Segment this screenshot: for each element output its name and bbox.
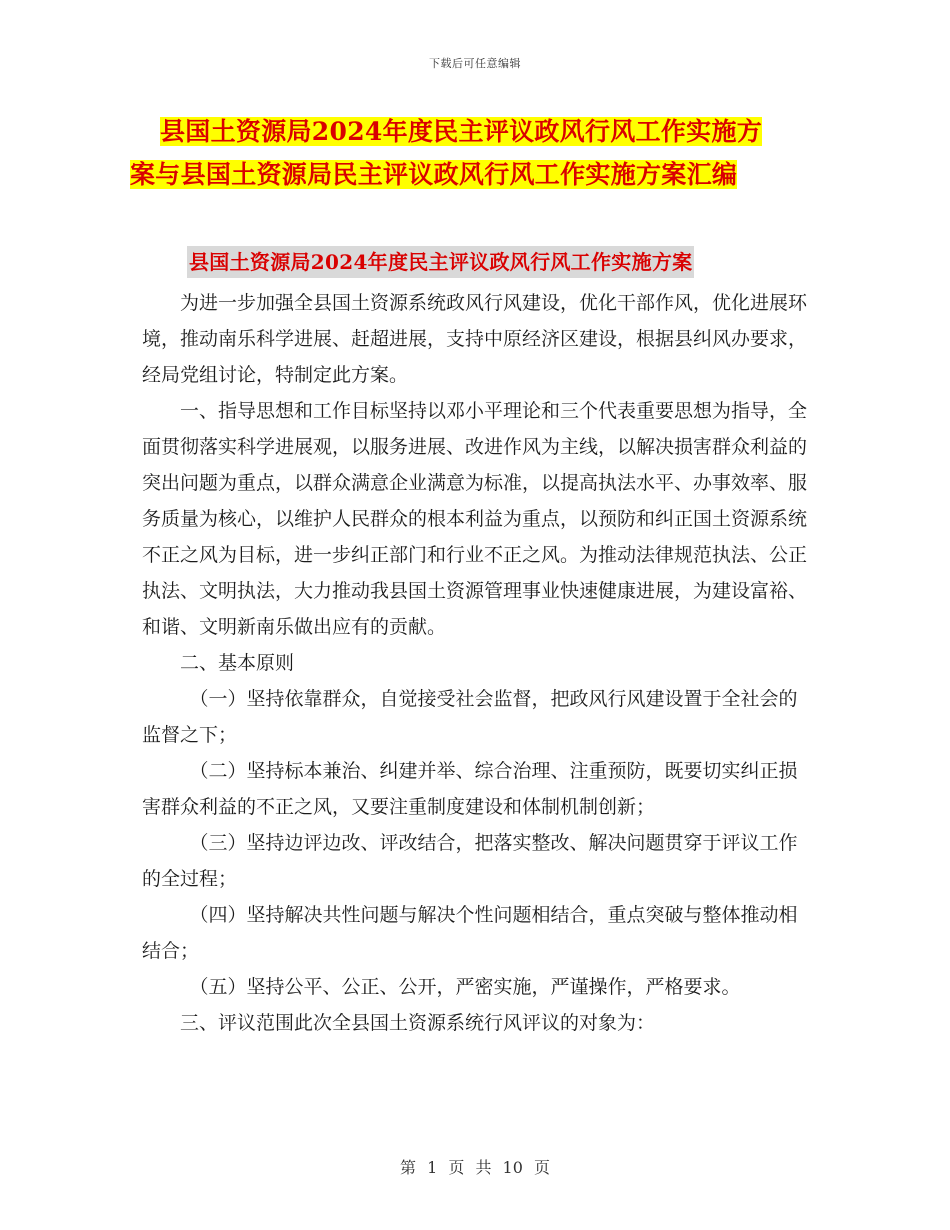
paragraph-principle-3: （三）坚持边评边改、评改结合，把落实整改、解决问题贯穿于评议工作的全过程； — [142, 832, 798, 890]
paragraph-principle-4: （四）坚持解决共性问题与解决个性问题相结合，重点突破与整体推动相结合； — [142, 904, 798, 962]
paragraph-guiding-principles: 一、指导思想和工作目标坚持以邓小平理论和三个代表重要思想为指导，全面贯彻落实科学进展观，以服务进展、改进作风为主线，以解决损害群众利益的突出问题为重点，以群众满意企业满意为标准，以提高执法水平、办事效率、服务质量为核心，以维护人民群众的根本利益为重点，以预防和纠正国土资源系统不正之风为目标，进一步纠正部门和行业不正之风。为推动法律规范执法、公正执法、文明执法，大力推动我县国土资源管理事业快速健康进展，为建设富裕、和谐、文明新南乐做出应有的贡献。 — [142, 400, 808, 638]
paragraph-intro: 为进一步加强全县国土资源系统政风行风建设，优化干部作风，优化进展环境，推动南乐科学进展、赶超进展，支持中原经济区建设，根据县纠风办要求，经局党组讨论，特制定此方案。 — [142, 292, 808, 386]
title-line-2: 案与县国土资源局民主评议政风行风工作实施方案汇编 — [130, 160, 738, 189]
page-footer: 第 1 页 共 10 页 — [400, 1158, 550, 1177]
paragraph-principle-5: （五）坚持公平、公正、公开，严密实施，严谨操作，严格要求。 — [189, 976, 741, 998]
header-note: 下载后可任意编辑 — [429, 57, 521, 70]
paragraph-evaluation-scope: 三、评议范围此次全县国土资源系统行风评议的对象为： — [180, 1012, 656, 1034]
paragraph-principle-2: （二）坚持标本兼治、纠建并举、综合治理、注重预防，既要切实纠正损害群众利益的不正之风，又要注重制度建设和体制机制创新； — [142, 760, 798, 818]
title-line-1: 县国土资源局2024年度民主评议政风行风工作实施方 — [160, 117, 763, 146]
paragraph-heading-basic-principles: 二、基本原则 — [180, 652, 295, 674]
section-title: 县国土资源局2024年度民主评议政风行风工作实施方案 — [187, 246, 694, 278]
document-title — [130, 110, 820, 196]
paragraph-principle-1: （一）坚持依靠群众，自觉接受社会监督，把政风行风建设置于全社会的监督之下； — [142, 688, 798, 746]
document-body — [142, 285, 812, 1041]
